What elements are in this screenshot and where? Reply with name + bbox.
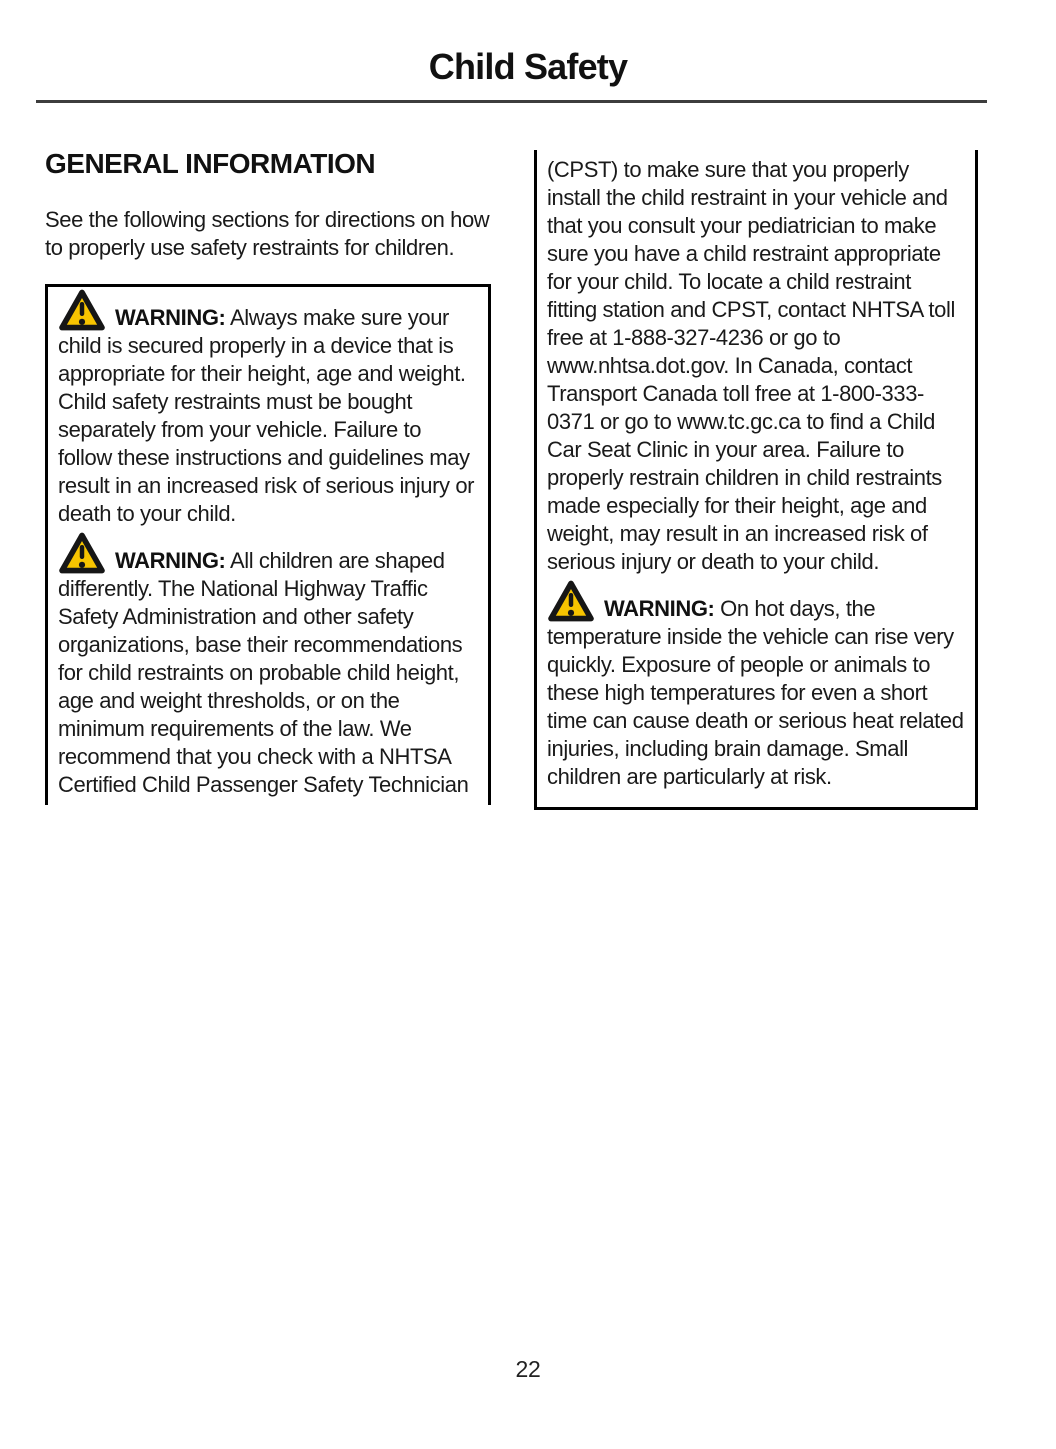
intro-paragraph: See the following sections for directions on how to properly use safety restraints for children. xyxy=(45,207,490,260)
warning-continuation-paragraph: (CPST) to make sure that you properly install the child restraint in your vehicle and that you consult your pediatrician to make sure you have a child restraint appropriate for your child. To locate a child restraint fitting station and CPST, contact NHTSA toll free at 1-888-327-4236 or go to www.nhtsa.dot.gov. In Canada, contact Transport Canada toll free at 1-800-333-0371 or go to www.tc.gc.ca to find a Child Car Seat Clinic in your area. Failure to properly restrain children in child restraints made especially for their height, age and weight, may result in an increased risk of serious injury or death to your child. xyxy=(547,157,955,574)
warning-box-left xyxy=(45,284,491,805)
warning-text: Always make sure your child is secured properly in a device that is appropriate for their height, age and weight. Child safety restraints must be bought separately from your vehicle. Failure to follow these instructions and guidelines may result in an increased risk of serious injury or death to your child. xyxy=(58,305,475,526)
warning-paragraph xyxy=(58,546,478,799)
title-divider xyxy=(36,100,987,103)
right-column xyxy=(534,150,978,810)
warning-label: WARNING: xyxy=(115,548,226,573)
warning-label: WARNING: xyxy=(604,596,715,621)
page-number: 22 xyxy=(515,1356,541,1382)
warning-triangle-icon xyxy=(58,303,106,325)
warning-text: On hot days, the temperature inside the vehicle can rise very quickly. Exposure of people or animals to these high temperatures for even a short time can cause death or serious heat related injuries, including brain damage. Small children are particularly at risk. xyxy=(547,596,964,789)
warning-paragraph xyxy=(547,594,965,791)
page-title: Child Safety xyxy=(428,46,628,87)
warning-box-right xyxy=(534,150,978,810)
section-heading: GENERAL INFORMATION xyxy=(45,148,376,179)
warning-label: WARNING: xyxy=(115,305,226,330)
warning-text: All children are shaped differently. The National Highway Traffic Safety Administration and other safety organizations, base their recommendations for child restraints on probable child height, age and weight thresholds, or on the minimum requirements of the law. We recommend that you check with a NHTSA Certified Child Passenger Safety Technician xyxy=(58,548,469,797)
warning-triangle-icon xyxy=(58,546,106,568)
warning-triangle-icon xyxy=(547,594,595,616)
left-column xyxy=(45,148,491,805)
warning-paragraph xyxy=(58,303,478,528)
